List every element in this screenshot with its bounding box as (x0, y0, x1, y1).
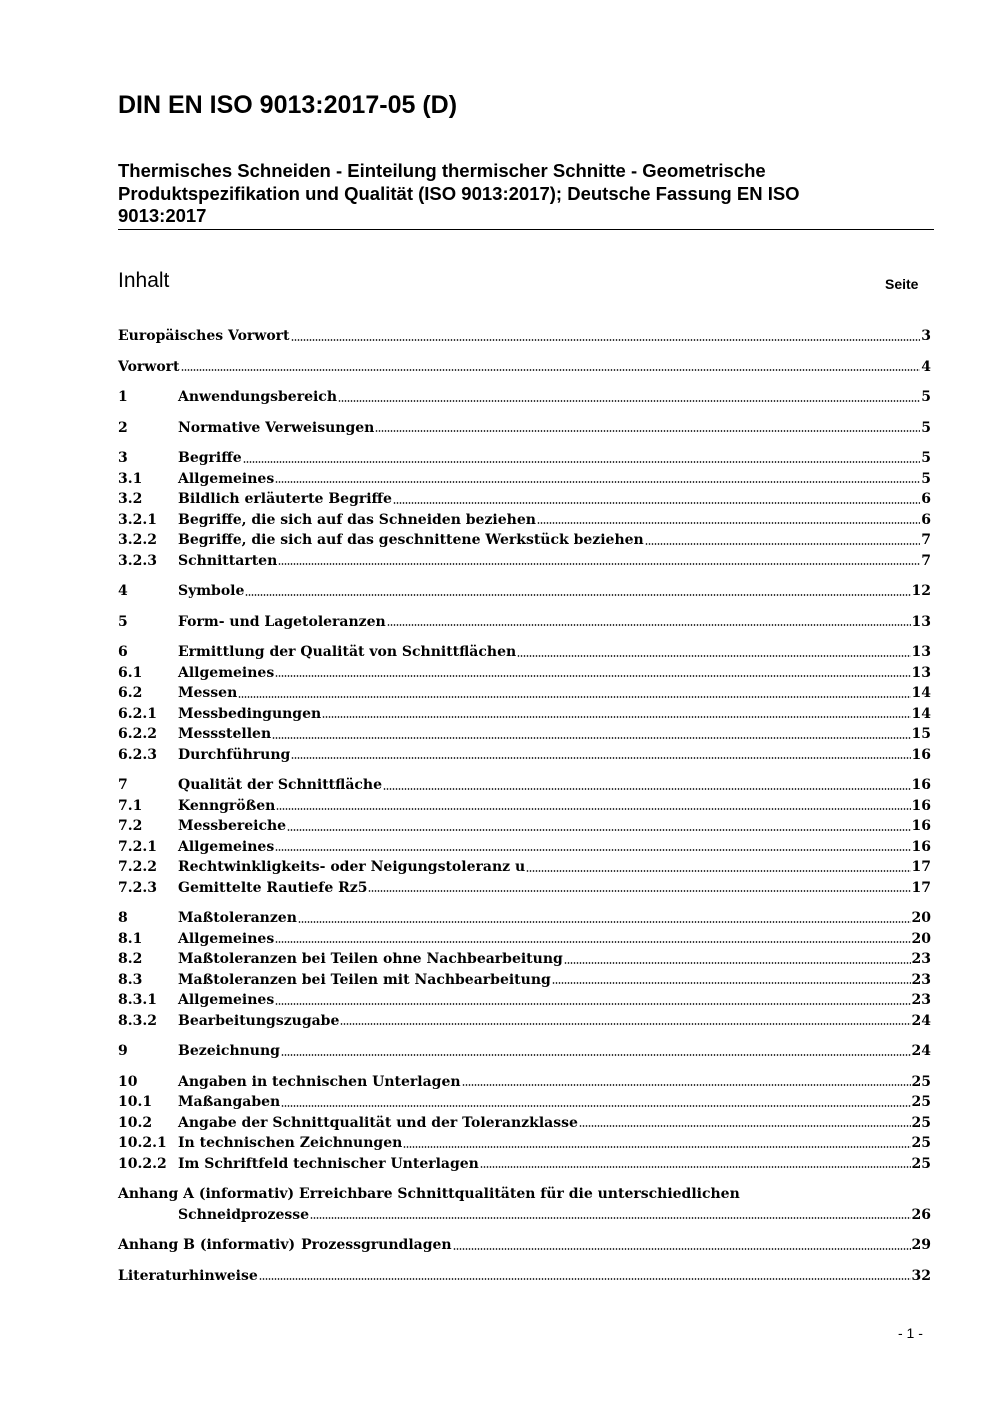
toc-entry-number: 10.1 (118, 1094, 153, 1110)
toc-entry-title: Schnittarten (178, 552, 278, 569)
toc-entry-title: Qualität der Schnittfläche (178, 777, 383, 793)
annex-a-page: 26 (911, 1206, 931, 1223)
toc-annex-b[interactable] (118, 1235, 931, 1256)
toc-entry-number: 8.3 (118, 971, 143, 988)
toc-entry-title: Bildlich erläuterte Begriffe (178, 491, 392, 507)
toc-entry-number: 3.1 (118, 470, 143, 487)
toc-entry-title: Begriffe, die sich auf das Schneiden beziehen (178, 511, 536, 528)
dot-leader (259, 1277, 911, 1281)
toc-entry[interactable] (118, 816, 931, 837)
toc-entry-title: Normative Verweisungen (178, 419, 375, 436)
toc-entry-page: 23 (911, 992, 931, 1008)
toc-entry-title: In technischen Zeichnungen (178, 1135, 403, 1151)
toc-entry-title: Allgemeines (178, 838, 275, 855)
toc-entry-page: 4 (921, 358, 931, 375)
dot-leader (275, 848, 910, 852)
toc-entry-title: Ermittlung der Qualität von Schnittflächen (178, 644, 517, 660)
dot-leader (462, 1083, 911, 1087)
dot-leader (181, 368, 921, 372)
dot-leader (287, 828, 910, 832)
toc-entry-number: 2 (118, 419, 128, 436)
dot-leader (243, 460, 921, 464)
dot-leader (272, 736, 910, 740)
toc-entry[interactable] (118, 1154, 931, 1175)
toc-entry-title: Allgemeines (178, 664, 275, 681)
toc-entry-number: 3.2.3 (118, 552, 157, 569)
toc-entry-page: 17 (911, 879, 931, 896)
toc-entry-number: 6.2.3 (118, 746, 157, 763)
dot-leader (368, 889, 910, 893)
toc-entry[interactable] (118, 448, 931, 469)
toc-entry[interactable] (118, 642, 931, 663)
toc-entry[interactable] (118, 1072, 931, 1093)
dot-leader (579, 1124, 911, 1128)
toc-entry-page: 24 (911, 1043, 931, 1059)
dot-leader (564, 961, 911, 965)
toc-entry[interactable] (118, 724, 931, 745)
toc-entry-title: Vorwort (118, 358, 180, 375)
toc-entry-page: 20 (911, 910, 931, 926)
toc-entry-number: 3.2.1 (118, 511, 157, 528)
toc-entry-page: 7 (921, 532, 931, 548)
dot-leader (517, 654, 910, 658)
toc-heading: Inhalt (118, 269, 170, 292)
toc-entry-number: 6 (118, 644, 128, 660)
toc-entry[interactable] (118, 837, 931, 858)
toc-entry-page: 16 (911, 746, 931, 763)
dot-leader (275, 480, 920, 484)
toc-annex-a[interactable] (118, 1184, 931, 1225)
toc-entry-page: 23 (911, 951, 931, 967)
toc-entry-number: 7 (118, 777, 128, 793)
toc-entry-number: 6.2.1 (118, 705, 157, 722)
toc-entry[interactable] (118, 1092, 931, 1113)
toc-entry-page: 13 (911, 613, 931, 630)
toc-entry[interactable] (118, 326, 931, 347)
toc-entry[interactable] (118, 581, 931, 602)
toc-entry[interactable] (118, 1133, 931, 1154)
annex-a-title-line1: Erreichbare Schnittqualitäten für die unterschiedlichen (299, 1186, 740, 1202)
annex-a-label: Anhang A (informativ) (118, 1186, 295, 1202)
dot-leader (298, 920, 911, 924)
toc-entry-title: Maßtoleranzen bei Teilen ohne Nachbearbeitung (178, 951, 563, 967)
header-divider (118, 229, 934, 230)
toc-entry-page: 15 (911, 726, 931, 742)
toc-entry[interactable] (118, 908, 931, 929)
toc-entry-number: 1 (118, 389, 128, 405)
toc-entry[interactable] (118, 612, 931, 633)
toc-entry-title: Maßangaben (178, 1094, 281, 1110)
toc-entry-number: 7.1 (118, 797, 143, 814)
dot-leader (340, 1022, 910, 1026)
document-title: DIN EN ISO 9013:2017-05 (D) (118, 91, 458, 119)
toc-entry-title: Allgemeines (178, 992, 275, 1008)
toc-entry-title: Angaben in technischen Unterlagen (178, 1073, 461, 1090)
bibliography-page: 32 (911, 1267, 931, 1284)
toc-entry-title: Symbole (178, 583, 245, 599)
toc-entry-number: 6.1 (118, 664, 143, 681)
toc-entry-title: Allgemeines (178, 930, 275, 947)
toc-entry-page: 5 (921, 419, 931, 436)
toc-entry-title: Im Schriftfeld technischer Unterlagen (178, 1155, 479, 1172)
toc-entry-page: 5 (921, 470, 931, 487)
toc-entry-title: Anwendungsbereich (178, 389, 337, 405)
toc-entry[interactable] (118, 949, 931, 970)
dot-leader (552, 981, 911, 985)
toc-entry[interactable] (118, 970, 931, 991)
annex-a-title-line2: Schneidprozesse (178, 1206, 310, 1223)
toc-entry-title: Maßtoleranzen (178, 910, 297, 926)
toc-entry-page: 6 (921, 511, 931, 528)
toc-entry-title: Maßtoleranzen bei Teilen mit Nachbearbeitung (178, 971, 551, 988)
annex-b-title: Prozessgrundlagen (301, 1237, 452, 1253)
toc-entry-number: 3.2 (118, 491, 143, 507)
toc-entry-title: Messbereiche (178, 818, 287, 834)
dot-leader (383, 787, 911, 791)
bibliography-title: Literaturhinweise (118, 1267, 258, 1284)
toc-entry[interactable] (118, 551, 931, 572)
toc-entry-page: 16 (911, 818, 931, 834)
toc-entry[interactable] (118, 796, 931, 817)
toc-entry-page: 14 (911, 705, 931, 722)
toc-entry-title: Angabe der Schnittqualität und der Toleranzklasse (178, 1114, 578, 1131)
toc-entry[interactable] (118, 387, 931, 408)
dot-leader (403, 1145, 910, 1149)
toc-entry[interactable] (118, 469, 931, 490)
toc-entry-page: 25 (911, 1135, 931, 1151)
toc-entry-page: 16 (911, 838, 931, 855)
page-column-label: Seite (885, 276, 919, 292)
toc-entry-title: Messen (178, 685, 238, 701)
toc-entry-page: 16 (911, 797, 931, 814)
toc-entry-page: 16 (911, 777, 931, 793)
dot-leader (281, 1104, 910, 1108)
toc-entry-number: 7.2.2 (118, 859, 157, 875)
dot-leader (275, 1002, 910, 1006)
dot-leader (645, 542, 921, 546)
dot-leader (526, 869, 910, 873)
toc-entry-title: Kenngrößen (178, 797, 276, 814)
toc-entry-number: 10.2.1 (118, 1135, 167, 1151)
toc-entry[interactable] (118, 775, 931, 796)
annex-a-heading (118, 1184, 931, 1205)
toc-entry-number: 8.3.1 (118, 992, 157, 1008)
toc-entry[interactable] (118, 530, 931, 551)
toc-entry[interactable] (118, 418, 931, 439)
toc-entry[interactable] (118, 489, 931, 510)
toc-entry-page: 24 (911, 1012, 931, 1029)
toc-entry-number: 7.2.1 (118, 838, 157, 855)
toc-entry-title: Gemittelte Rautiefe Rz5 (178, 879, 368, 896)
dot-leader (480, 1165, 911, 1169)
document-subtitle: Thermisches Schneiden - Einteilung thermischer Schnitte - Geometrische Produktspezifikation und Qualität (ISO 9013:2017); Deutsche Fassung EN ISO 9013:2017 (118, 160, 800, 226)
dot-leader (291, 338, 921, 342)
toc-entry-title: Durchführung (178, 746, 291, 763)
toc-entry-page: 6 (921, 491, 931, 507)
dot-leader (245, 593, 910, 597)
toc-entry-page: 25 (911, 1094, 931, 1110)
dot-leader (275, 674, 910, 678)
toc-entry[interactable] (118, 1113, 931, 1134)
dot-leader (322, 715, 910, 719)
toc-entry-page: 3 (921, 328, 931, 344)
toc-entry-title: Begriffe, die sich auf das geschnittene Werkstück beziehen (178, 532, 644, 548)
dot-leader (281, 1053, 911, 1057)
annex-a-continuation (118, 1205, 931, 1226)
toc-entry[interactable] (118, 663, 931, 684)
toc-entry-title: Bezeichnung (178, 1043, 280, 1059)
toc-entry-title: Messbedingungen (178, 705, 322, 722)
toc-entry-title: Rechtwinkligkeits- oder Neigungstoleranz u (178, 859, 526, 875)
toc-entry[interactable] (118, 704, 931, 725)
toc-entry[interactable] (118, 357, 931, 378)
toc-entry-number: 10.2.2 (118, 1155, 167, 1172)
dot-leader (537, 521, 920, 525)
toc-entry-page: 13 (911, 644, 931, 660)
toc-entry-page: 20 (911, 930, 931, 947)
toc-entry-number: 7.2.3 (118, 879, 157, 896)
toc-entry[interactable] (118, 929, 931, 950)
toc-entry-number: 3.2.2 (118, 532, 157, 548)
dot-leader (393, 501, 920, 505)
toc-entry-page: 25 (911, 1155, 931, 1172)
toc-entry-number: 10.2 (118, 1114, 153, 1131)
dot-leader (338, 399, 920, 403)
toc-entry[interactable] (118, 683, 931, 704)
dot-leader (238, 695, 910, 699)
toc-entry-page: 7 (921, 552, 931, 569)
dot-leader (276, 807, 910, 811)
toc-entry-page: 14 (911, 685, 931, 701)
toc-entry-page: 5 (921, 450, 931, 466)
toc-entry-title: Bearbeitungszugabe (178, 1012, 340, 1029)
dot-leader (375, 429, 920, 433)
dot-leader (310, 1216, 910, 1220)
page-number: - 1 - (898, 1325, 923, 1341)
dot-leader (275, 940, 910, 944)
toc-entry-page: 17 (911, 859, 931, 875)
toc-entry-page: 5 (921, 389, 931, 405)
toc-entry-title: Form- und Lagetoleranzen (178, 613, 386, 630)
toc-entry[interactable] (118, 990, 931, 1011)
toc-entry-number: 4 (118, 583, 128, 599)
toc-entry-number: 8.1 (118, 930, 143, 947)
toc-entry[interactable] (118, 1041, 931, 1062)
toc-entry-page: 25 (911, 1114, 931, 1131)
dot-leader (387, 623, 911, 627)
toc-entry-number: 7.2 (118, 818, 143, 834)
toc-entry-page: 25 (911, 1073, 931, 1090)
toc-entry-title: Begriffe (178, 450, 242, 466)
toc-entry-page: 13 (911, 664, 931, 681)
toc-entry[interactable] (118, 1011, 931, 1032)
toc-entry-number: 6.2.2 (118, 726, 157, 742)
toc-entry-page: 23 (911, 971, 931, 988)
toc-entry-title: Messstellen (178, 726, 272, 742)
toc-entry[interactable] (118, 745, 931, 766)
toc-entry[interactable] (118, 857, 931, 878)
toc-entry-number: 9 (118, 1043, 128, 1059)
dot-leader (453, 1247, 911, 1251)
toc-entry-title: Allgemeines (178, 470, 275, 487)
toc-entry-number: 8.2 (118, 951, 143, 967)
toc-entry-number: 5 (118, 613, 128, 630)
toc-entry-number: 10 (118, 1073, 138, 1090)
toc-bibliography[interactable] (118, 1266, 931, 1287)
annex-b-label: Anhang B (informativ) (118, 1237, 296, 1253)
toc-entry[interactable] (118, 510, 931, 531)
dot-leader (278, 562, 920, 566)
toc-entry-page: 12 (911, 583, 931, 599)
toc-entry[interactable] (118, 878, 931, 899)
toc-entry-title: Europäisches Vorwort (118, 328, 290, 344)
toc-entry-number: 6.2 (118, 685, 143, 701)
toc-entry-number: 3 (118, 450, 128, 466)
toc-entry-number: 8 (118, 910, 128, 926)
dot-leader (291, 756, 910, 760)
table-of-contents (118, 326, 931, 1286)
toc-entry-number: 8.3.2 (118, 1012, 157, 1029)
annex-b-page: 29 (911, 1237, 931, 1253)
